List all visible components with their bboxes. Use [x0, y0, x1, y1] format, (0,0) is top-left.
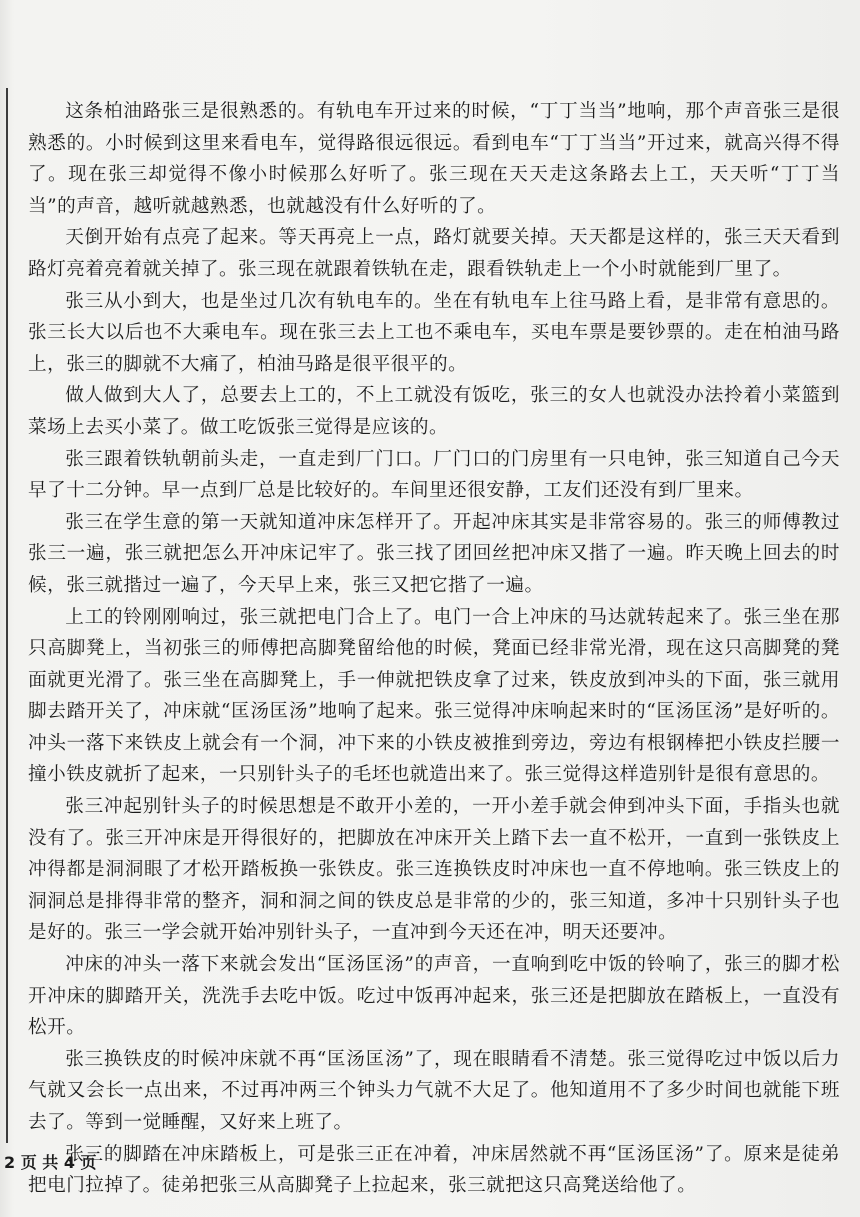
paragraph-9: 冲床的冲头一落下来就会发出“匡汤匡汤”的声音，一直响到吃中饭的铃响了，张三的脚才松开冲床的脚踏开关，洗洗手去吃中饭。吃过中饭再冲起来，张三还是把脚放在踏板上，一直没有松开。 — [28, 954, 840, 1039]
paragraph-2: 天倒开始有点亮了起来。等天再亮上一点，路灯就要关掉。天天都是这样的，张三天天看到路灯亮着亮着就关掉了。张三现在就跟着铁轨在走，跟看铁轨走上一个小时就能到厂里了。 — [28, 227, 840, 280]
paragraph-8: 张三冲起别针头子的时候思想是不敢开小差的，一开小差手就会伸到冲头下面，手指头也就没有了。张三开冲床是开得很好的，把脚放在冲床开关上踏下去一直不松开，一直到一张铁皮上冲得都是洞洞眼了才松开踏板换一张铁皮。张三连换铁皮时冲床也一直不停地响。张三铁皮上的洞洞总是排得非常的整齐，洞和洞之间的铁皮总是非常的少的，张三知道，多冲十只别针头子也是好的。张三一学会就开始冲别针头子，一直冲到今天还在冲，明天还要冲。 — [28, 796, 840, 944]
paragraph-5: 张三跟着铁轨朝前头走，一直走到厂门口。厂门口的门房里有一只电钟，张三知道自己今天早了十二分钟。早一点到厂总是比较好的。车间里还很安静，工友们还没有到厂里来。 — [28, 448, 840, 502]
margin-rule — [6, 88, 8, 1143]
article-body — [28, 96, 840, 1202]
paragraph-3: 张三从小到大，也是坐过几次有轨电车的。坐在有轨电车上往马路上看，是非常有意思的。张三长大以后也不大乘电车。现在张三去上工也不乘电车，买电车票是要钞票的。走在柏油马路上，张三的脚就不大痛了，柏油马路是很平很平的。 — [28, 290, 840, 375]
paragraph-6: 张三在学生意的第一天就知道冲床怎样开了。开起冲床其实是非常容易的。张三的师傅教过张三一遍，张三就把怎么开冲床记牢了。张三找了团回丝把冲床又揩了一遍。昨天晚上回去的时候，张三就揩过一遍了，今天早上来，张三又把它揩了一遍。 — [28, 511, 840, 596]
paragraph-7: 上工的铃刚刚响过，张三就把电门合上了。电门一合上冲床的马达就转起来了。张三坐在那只高脚凳上，当初张三的师傅把高脚凳留给他的时候，凳面已经非常光滑，现在这只高脚凳的凳面就更光滑了。张三坐在高脚凳上，手一伸就把铁皮拿了过来，铁皮放到冲头的下面，张三就用脚去踏开关了，冲床就“匡汤匡汤”地响了起来。张三觉得冲床响起来时的“匡汤匡汤”是好听的。冲头一落下来铁皮上就会有一个洞，冲下来的小铁皮被推到旁边，旁边有根钢棒把小铁皮拦腰一撞小铁皮就折了起来，一只别针头子的毛坯也就造出来了。张三觉得这样造别针是很有意思的。 — [28, 606, 840, 786]
paragraph-4: 做人做到大人了，总要去上工的，不上工就没有饭吃，张三的女人也就没办法拎着小菜篮到菜场上去买小菜了。做工吃饭张三觉得是应该的。 — [28, 385, 840, 438]
paragraph-10: 张三换铁皮的时候冲床就不再“匡汤匡汤”了，现在眼睛看不清楚。张三觉得吃过中饭以后力气就又会长一点出来，不过再冲两三个钟头力气就不大足了。他知道用不了多少时间也就能下班去了。等到一觉睡醒，又好来上班了。 — [28, 1048, 840, 1133]
page-number: 2 页 共 4 页 — [4, 1153, 97, 1172]
paragraph-11: 张三的脚踏在冲床踏板上，可是张三正在冲着，冲床居然就不再“匡汤匡汤”了。原来是徒弟把电门拉掉了。徒弟把张三从高脚凳子上拉起来，张三就把这只高凳送给他了。 — [28, 1143, 840, 1197]
paragraph-1: 这条柏油路张三是很熟悉的。有轨电车开过来的时候，“丁丁当当”地响，那个声音张三是很熟悉的。小时候到这里来看电车，觉得路很远很远。看到电车“丁丁当当”开过来，就高兴得不得了。现在张三却觉得不像小时候那么好听了。张三现在天天走这条路去上工，天天听“丁丁当当”的声音，越听就越熟悉，也就越没有什么好听的了。 — [28, 101, 840, 217]
